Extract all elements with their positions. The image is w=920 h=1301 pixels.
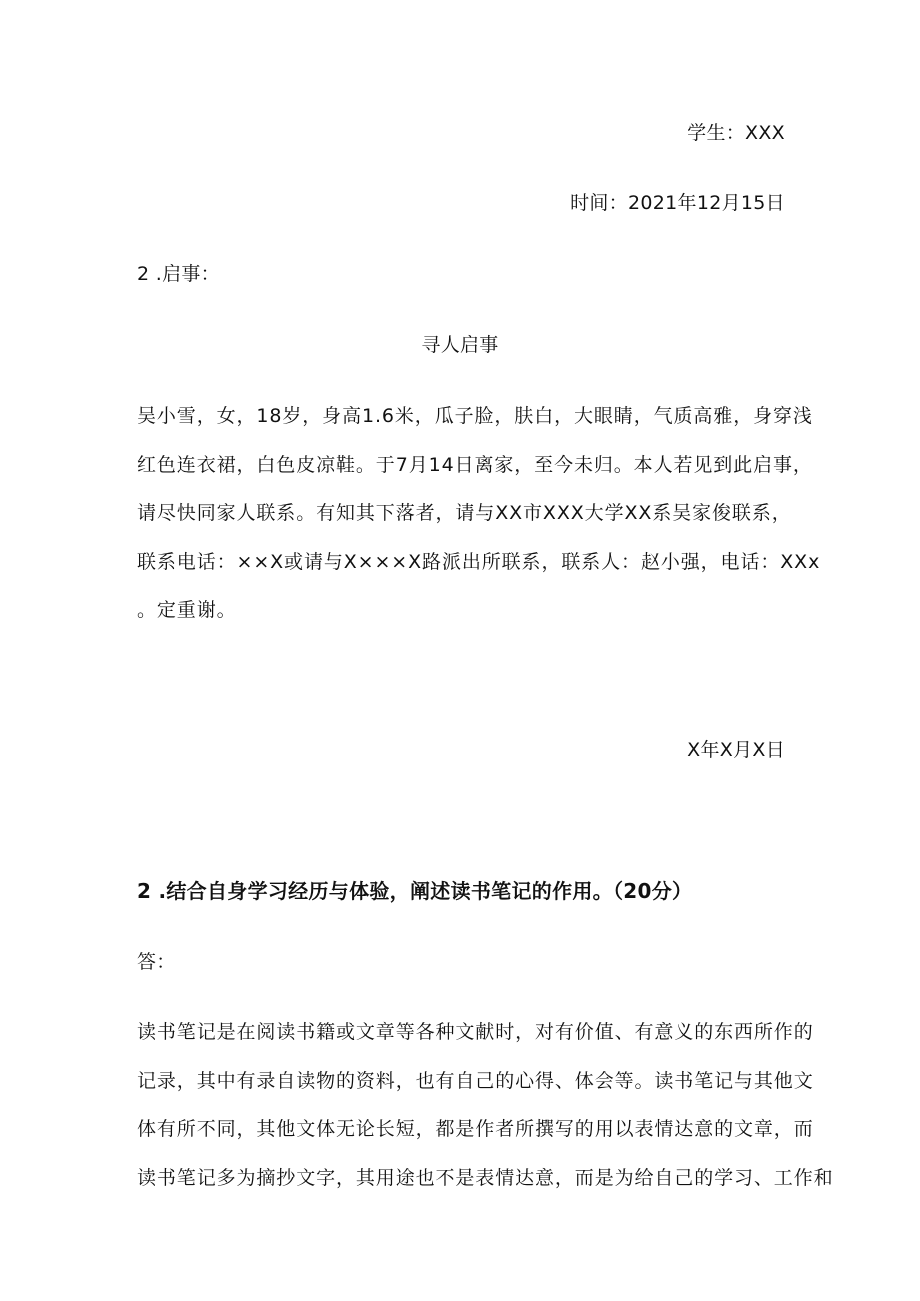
answer-line-2: 记录，其中有录自读物的资料，也有自己的心得、体会等。读书笔记与其他文 bbox=[137, 1070, 814, 1092]
answer-line-1: 读书笔记是在阅读书籍或文章等各种文献时，对有价值、有意义的东西所作的 bbox=[137, 1021, 814, 1043]
answer-label: 答： bbox=[137, 951, 176, 973]
time-line: 时间：2021年12月15日 bbox=[570, 192, 785, 214]
notice-line-5: 。定重谢。 bbox=[137, 599, 237, 621]
answer-line-3: 体有所不同，其他文体无论长短，都是作者所撰写的用以表情达意的文章，而 bbox=[137, 1118, 814, 1140]
answer-line-4: 读书笔记多为摘抄文字，其用途也不是表情达意，而是为给自己的学习、工作和 bbox=[137, 1167, 834, 1189]
section-heading-notice: 2 .启事： bbox=[137, 263, 220, 285]
notice-title: 寻人启事 bbox=[421, 334, 499, 356]
notice-line-3: 请尽快同家人联系。有知其下落者，请与XX市XXX大学XX系吴家俊联系， bbox=[137, 502, 792, 524]
notice-date: X年X月X日 bbox=[687, 739, 785, 761]
student-line: 学生：XXX bbox=[687, 122, 785, 144]
notice-line-2: 红色连衣裙，白色皮凉鞋。于7月14日离家，至今未归。本人若见到此启事， bbox=[137, 454, 813, 476]
notice-line-1: 吴小雪，女，18岁，身高1.6米，瓜子脸，肤白，大眼睛，气质高雅，身穿浅 bbox=[137, 405, 813, 427]
question-heading: 2 .结合自身学习经历与体验，阐述读书笔记的作用。（20分） bbox=[137, 879, 693, 903]
notice-line-4: 联系电话：××X或请与X×××X路派出所联系，联系人：赵小强，电话：XXx bbox=[137, 551, 821, 573]
